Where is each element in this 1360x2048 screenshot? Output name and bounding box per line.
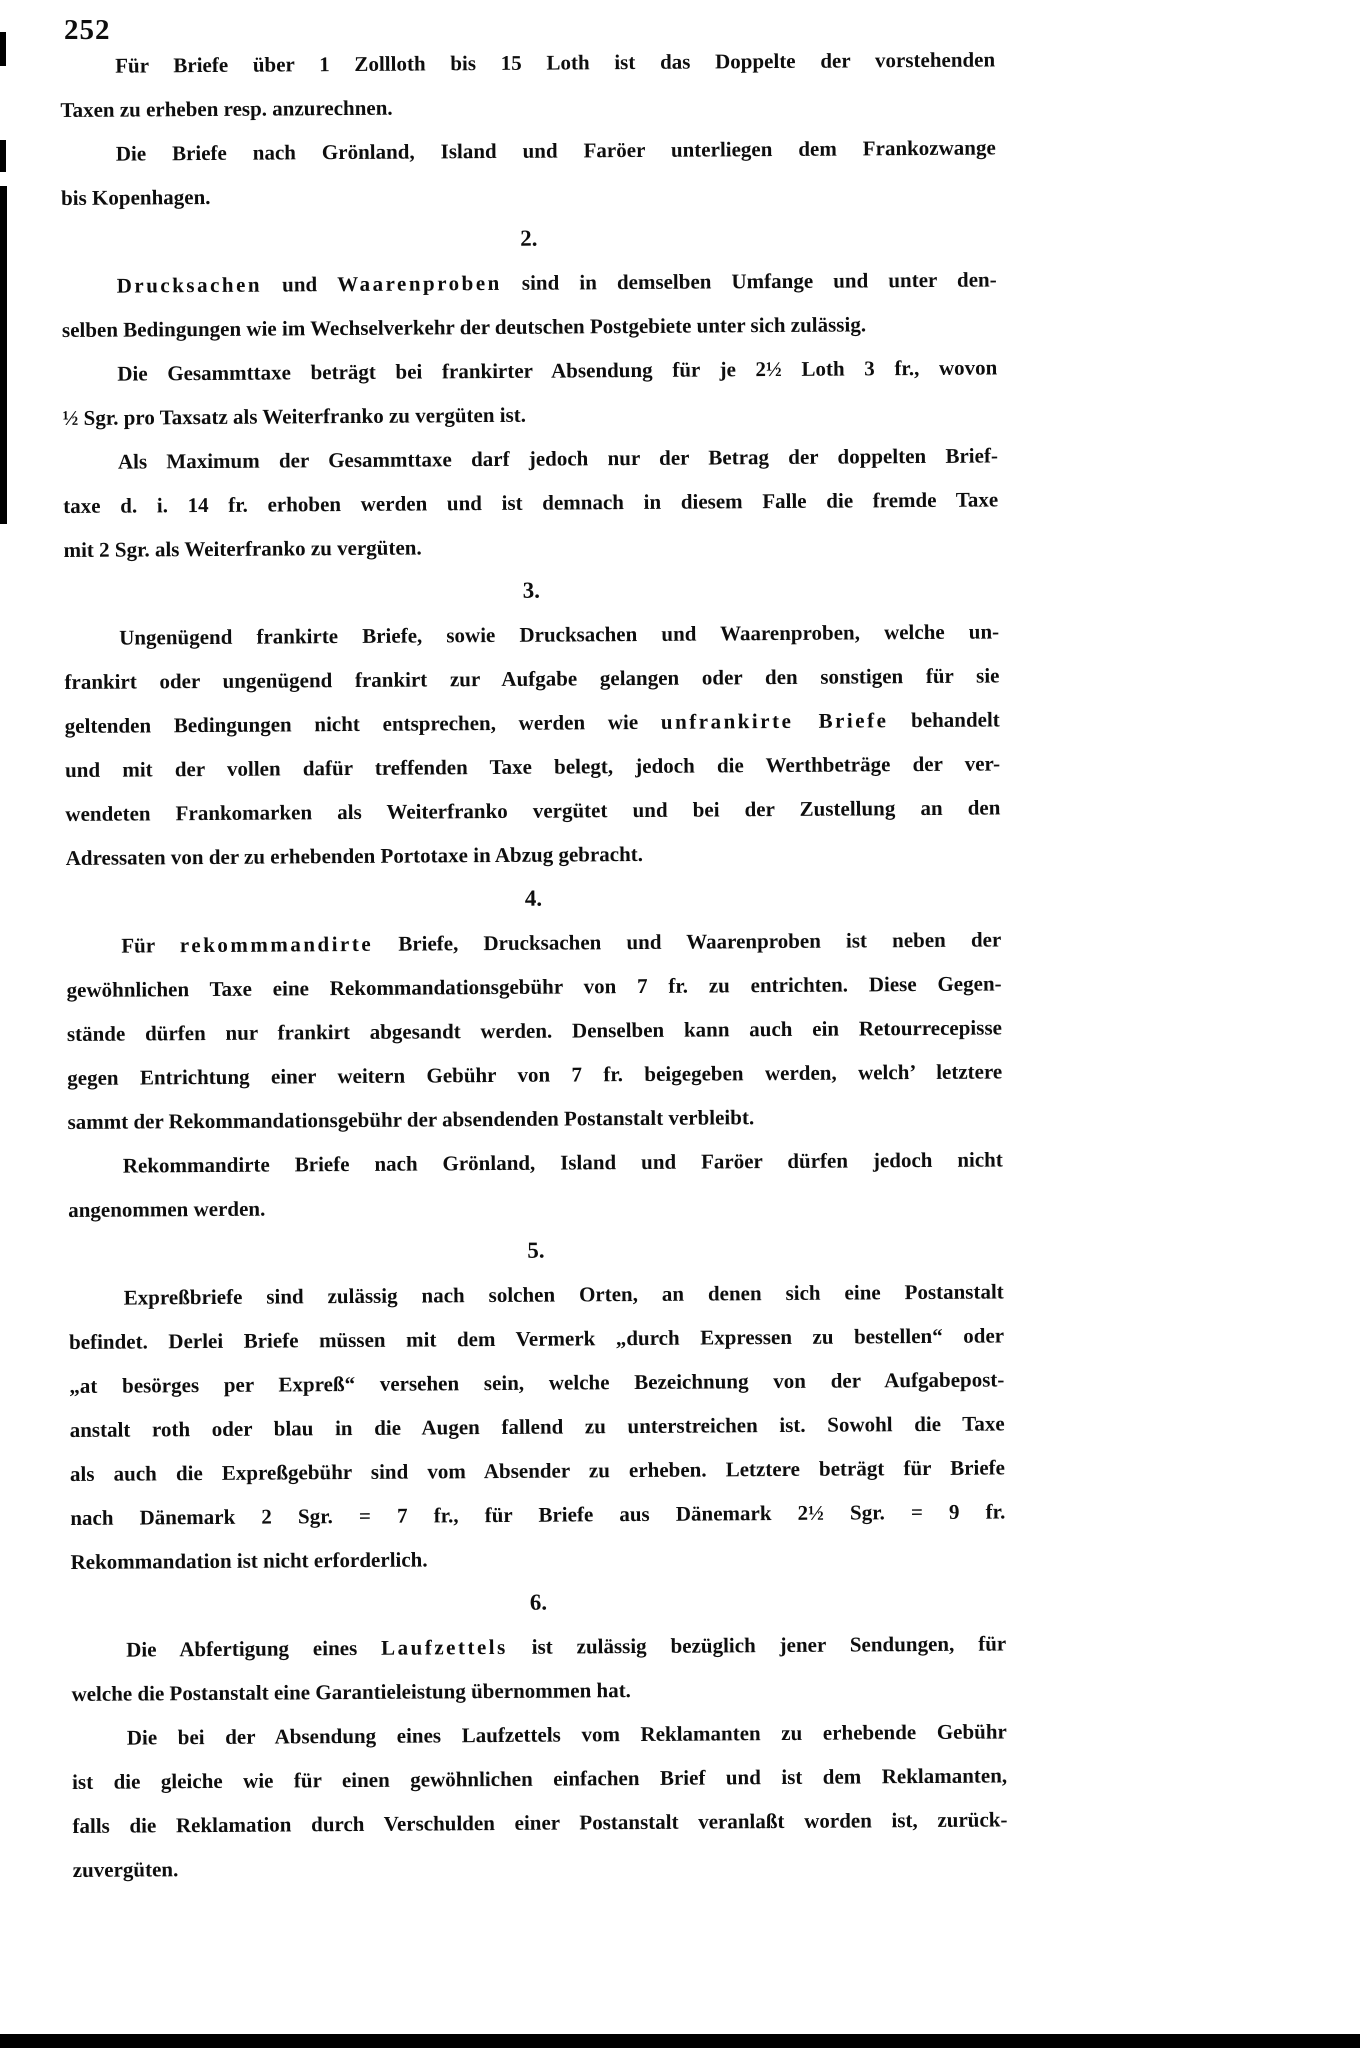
text-line — [70, 1401, 1005, 1452]
text-run: Rekommandation ist nicht erforderlich. — [70, 1547, 428, 1574]
text-run: sind in demselben Umfange und unter den- — [501, 267, 997, 295]
text-run: stände dürfen nur frankirt abgesandt werden. Denselben kann auch ein Retourrecepisse — [66, 1015, 1002, 1046]
text-run: Ungenügend frankirte Briefe, sowie Drucksachen und Waarenproben, welche un- — [119, 619, 1000, 650]
text-line — [72, 1797, 1007, 1848]
text-run: Für — [121, 933, 180, 958]
text-line — [65, 785, 1000, 836]
text-run: Die bei der Absendung eines Laufzettels vom Reklamanten zu erhebende Gebühr — [126, 1719, 1007, 1750]
text-run: Rekommandirte Briefe nach Grönland, Island und Faröer dürfen jedoch nicht — [122, 1147, 1003, 1178]
text-line — [71, 1621, 1006, 1672]
text-line — [62, 257, 997, 308]
page-number: 252 — [64, 14, 111, 46]
text-line — [71, 1665, 1006, 1716]
text-run: frankirt oder ungenügend frankirt zur Aufgabe gelangen oder den sonstigen für sie — [64, 663, 1000, 694]
scan-artifact — [0, 186, 7, 524]
text-line — [66, 917, 1001, 968]
text-run: „at besörges per Expreß“ versehen sein, welche Bezeichnung von der Aufgabepost- — [69, 1367, 1005, 1398]
text-line — [70, 1489, 1005, 1540]
text-run: mit 2 Sgr. als Weiterfranko zu vergüten. — [63, 535, 422, 562]
text-run: gewöhnlichen Taxe eine Rekommandationsgebühr von 7 fr. zu entrichten. Diese Gegen- — [66, 971, 1002, 1002]
text-line — [72, 1753, 1007, 1804]
text-line — [63, 433, 998, 484]
text-run: selben Bedingungen wie im Wechselverkehr der deutschen Postgebiete unter sich zulässig. — [61, 312, 867, 342]
emphasized-text: Laufzettels — [381, 1634, 508, 1660]
text-run: ist zulässig bezüglich jener Sendungen, für — [507, 1631, 1007, 1659]
text-line — [67, 1005, 1002, 1056]
scan-artifact — [0, 32, 6, 66]
text-run: bis Kopenhagen. — [60, 184, 211, 210]
emphasized-text: Drucksachen — [116, 272, 263, 298]
text-line — [64, 609, 999, 660]
text-run: anstalt roth oder blau in die Augen fallend zu unterstreichen ist. Sowohl die Taxe — [69, 1411, 1005, 1442]
section-number: 4. — [524, 885, 543, 911]
text-line — [66, 829, 1001, 880]
text-line — [66, 961, 1001, 1012]
text-run: Die Gesammttaxe beträgt bei frankirter Absendung für je 2½ Loth 3 fr., wovon — [117, 355, 998, 386]
text-line — [60, 81, 995, 132]
text-run: wendeten Frankomarken als Weiterfranko vergütet und bei der Zustellung an den — [65, 795, 1001, 826]
text-run: Die Abfertigung eines — [126, 1635, 382, 1662]
text-line — [69, 1313, 1004, 1364]
text-run: ist die gleiche wie für einen gewöhnlichen einfachen Brief und ist dem Reklamanten, — [72, 1763, 1008, 1794]
emphasized-text: Waarenproben — [337, 270, 502, 297]
text-column — [60, 37, 1008, 1891]
text-line — [61, 169, 996, 220]
section-number: 6. — [529, 1589, 548, 1615]
scan-artifact — [0, 140, 6, 172]
scan-edge-bar — [0, 2034, 1360, 2048]
text-run: und — [261, 272, 338, 297]
text-run: behandelt — [888, 707, 1000, 733]
text-line — [69, 1357, 1004, 1408]
text-run: Briefe, Drucksachen und Waarenproben ist neben der — [373, 927, 1002, 956]
text-run: als auch die Expreßgebühr sind vom Absender zu erheben. Letztere beträgt für Briefe — [69, 1455, 1006, 1486]
section-number: 5. — [527, 1237, 545, 1263]
text-line — [63, 477, 998, 528]
text-run: falls die Reklamation durch Verschulden einer Postanstalt veranlaßt worden ist, zurück- — [72, 1807, 1008, 1838]
text-run: Für Briefe über 1 Zollloth bis 15 Loth ist das Doppelte der vorstehenden — [115, 47, 996, 78]
text-line — [60, 37, 995, 88]
text-run: sammt der Rekommandationsgebühr der absendenden Postanstalt verbleibt. — [67, 1105, 755, 1134]
text-line — [68, 1137, 1003, 1188]
text-line — [73, 1841, 1008, 1892]
text-run: Taxen zu erheben resp. anzurechnen. — [60, 95, 393, 122]
text-line — [65, 697, 1000, 748]
text-line — [63, 521, 998, 572]
text-line — [62, 345, 997, 396]
text-run: nach Dänemark 2 Sgr. = 7 fr., für Briefe aus Dänemark 2½ Sgr. = 9 fr. — [70, 1499, 1006, 1530]
text-line — [61, 125, 996, 176]
text-run: zuvergüten. — [72, 1857, 179, 1882]
text-line — [62, 301, 997, 352]
text-run: gegen Entrichtung einer weitern Gebühr von 7 fr. beigegeben werden, welch’ letztere — [67, 1059, 1003, 1090]
text-line — [70, 1533, 1005, 1584]
text-line — [65, 741, 1000, 792]
text-run: geltenden Bedingungen nicht entsprechen, werden wie — [64, 709, 661, 738]
emphasized-text: rekommmandirte — [179, 931, 374, 958]
text-line — [72, 1709, 1007, 1760]
text-line — [70, 1445, 1005, 1496]
text-run: ½ Sgr. pro Taxsatz als Weiterfranko zu vergüten ist. — [62, 402, 527, 430]
text-run: Als Maximum der Gesammttaxe darf jedoch nur der Betrag der doppelten Brief- — [117, 443, 998, 474]
emphasized-text: unfrankirte Briefe — [660, 708, 889, 734]
text-run: angenommen werden. — [68, 1196, 266, 1222]
text-line — [67, 1049, 1002, 1100]
text-line — [62, 389, 997, 440]
text-line — [68, 1181, 1003, 1232]
section-number: 2. — [520, 225, 538, 251]
section-number: 3. — [522, 577, 541, 603]
text-line — [67, 1093, 1002, 1144]
text-line — [64, 653, 999, 704]
text-run: Adressaten von der zu erhebenden Portotaxe in Abzug gebracht. — [65, 841, 644, 870]
text-line — [69, 1269, 1004, 1320]
text-run: Expreßbriefe sind zulässig nach solchen Orten, an denen sich eine Postanstalt — [123, 1279, 1004, 1310]
text-run: taxe d. i. 14 fr. erhoben werden und ist demnach in diesem Falle die fremde Taxe — [63, 487, 999, 518]
text-run: befindet. Derlei Briefe müssen mit dem Vermerk „durch Expressen zu bestellen“ oder — [68, 1323, 1005, 1354]
text-run: und mit der vollen dafür treffenden Taxe belegt, jedoch die Werthbeträge der ver- — [64, 751, 1001, 782]
text-run: Die Briefe nach Grönland, Island und Faröer unterliegen dem Frankozwange — [115, 135, 996, 166]
text-run: welche die Postanstalt eine Garantieleistung übernommen hat. — [71, 1678, 631, 1706]
